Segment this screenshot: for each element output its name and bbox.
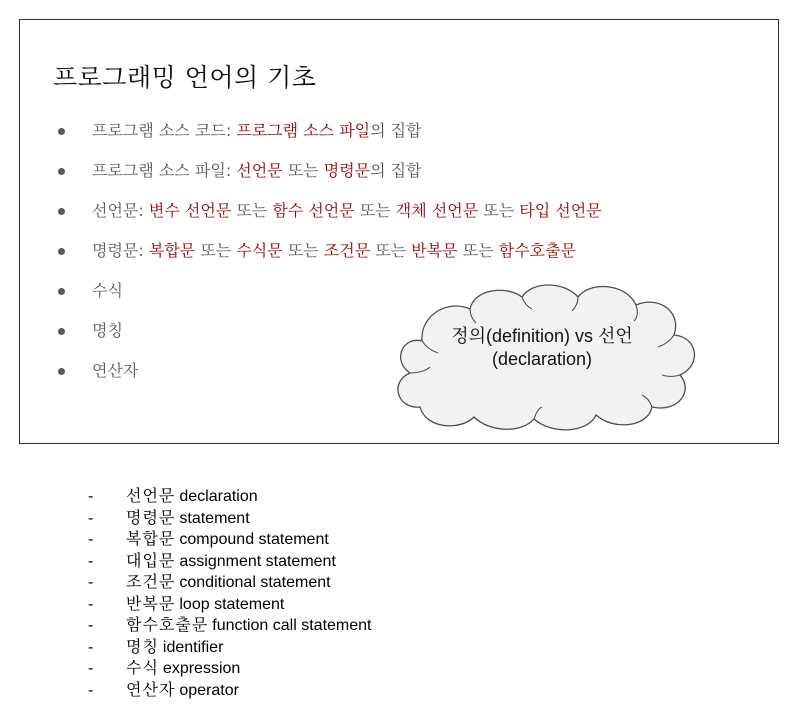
dash-marker: - <box>88 509 94 527</box>
bullet-text: 또는 <box>282 241 324 260</box>
korean-term: 반복문 <box>126 595 176 613</box>
korean-term: 연산자 <box>126 681 176 699</box>
highlighted-term: 함수 선언문 <box>272 201 355 220</box>
korean-term: 선언문 <box>126 488 176 505</box>
dash-marker: - <box>88 638 94 656</box>
cloud-text-line2: (declaration) <box>491 349 593 369</box>
bullet-text: 명칭 <box>92 321 123 340</box>
bullet-text: 또는 <box>282 161 324 180</box>
glossary-entry <box>126 658 240 680</box>
bullet-text: 수식 <box>92 281 123 300</box>
glossary-entry <box>126 680 239 702</box>
bullet-dot-icon <box>58 328 65 335</box>
highlighted-term: 수식문 <box>236 241 283 260</box>
bullet-text: 선언문: <box>92 201 149 220</box>
highlighted-term: 프로그램 소스 파일 <box>236 121 371 140</box>
bullet-text: 또는 <box>457 241 499 260</box>
glossary-entry <box>126 529 329 551</box>
highlighted-term: 조건문 <box>323 241 371 260</box>
glossary-entry <box>126 486 258 508</box>
korean-term: 복합문 <box>126 531 176 548</box>
bullet-text: 또는 <box>370 241 412 260</box>
cloud-text <box>382 325 702 371</box>
bullet-text: 또는 <box>195 241 237 260</box>
bullet-item <box>56 236 602 276</box>
korean-term: 함수호출문 <box>126 617 209 634</box>
bullet-dot-icon <box>58 368 65 375</box>
slide <box>19 19 779 444</box>
bullet-text: 의 집합 <box>370 161 422 180</box>
bullet-dot-icon <box>58 248 65 255</box>
english-term: identifier <box>162 638 224 656</box>
highlighted-term: 변수 선언문 <box>148 201 232 220</box>
bullet-item <box>56 196 602 236</box>
korean-term: 대입문 <box>126 552 176 570</box>
highlighted-term: 명령문 <box>323 161 371 180</box>
bullet-dot-icon <box>58 208 65 215</box>
bullet-text: 의 집합 <box>370 121 422 140</box>
korean-term: 명칭 <box>126 638 159 656</box>
korean-term: 조건문 <box>126 574 176 591</box>
dash-marker: - <box>88 595 94 613</box>
cloud-text-line1: 정의(definition) vs 선언 <box>451 326 633 346</box>
glossary-entry <box>126 508 250 530</box>
english-term: operator <box>179 681 239 699</box>
highlighted-term: 함수호출문 <box>498 241 577 260</box>
bullet-dot-icon <box>58 168 65 175</box>
bullet-text: 프로그램 소스 코드: <box>92 121 237 140</box>
slide-title: 프로그래밍 언어의 기초 <box>53 63 317 92</box>
bullet-item <box>56 116 602 156</box>
korean-term: 수식 <box>126 660 159 677</box>
glossary-entry <box>126 551 336 573</box>
bullet-item <box>56 156 602 196</box>
bullet-text: 또는 <box>478 201 520 220</box>
glossary-entry <box>126 615 371 637</box>
bullet-text: 또는 <box>354 201 396 220</box>
highlighted-term: 반복문 <box>411 241 458 260</box>
english-term: compound statement <box>179 531 329 548</box>
dash-marker: - <box>88 552 94 570</box>
dash-marker: - <box>88 488 94 505</box>
highlighted-term: 복합문 <box>148 241 196 260</box>
english-term: conditional statement <box>179 574 331 591</box>
dash-marker: - <box>88 660 94 677</box>
english-term: expression <box>162 660 241 677</box>
english-term: statement <box>179 509 250 527</box>
glossary-entry <box>126 637 223 659</box>
bullet-text: 프로그램 소스 파일: <box>92 161 237 180</box>
glossary-entry <box>126 572 331 594</box>
english-term: declaration <box>179 488 258 505</box>
bullet-text: 명령문: <box>92 241 149 260</box>
english-term: function call statement <box>212 617 372 634</box>
cloud-callout <box>382 281 729 433</box>
dash-marker: - <box>88 531 94 548</box>
glossary-entry <box>126 594 284 616</box>
highlighted-term: 선언문 <box>236 161 283 180</box>
bullet-text: 또는 <box>231 201 273 220</box>
english-term: loop statement <box>179 595 285 613</box>
bullet-dot-icon <box>58 288 65 295</box>
highlighted-term: 타입 선언문 <box>519 201 602 220</box>
bullet-text: 연산자 <box>92 361 139 380</box>
korean-term: 명령문 <box>126 509 176 527</box>
highlighted-term: 객체 선언문 <box>395 201 479 220</box>
bullet-dot-icon <box>58 128 65 135</box>
english-term: assignment statement <box>179 552 336 570</box>
dash-marker: - <box>88 681 94 699</box>
dash-marker: - <box>88 574 94 591</box>
dash-marker: - <box>88 617 94 634</box>
